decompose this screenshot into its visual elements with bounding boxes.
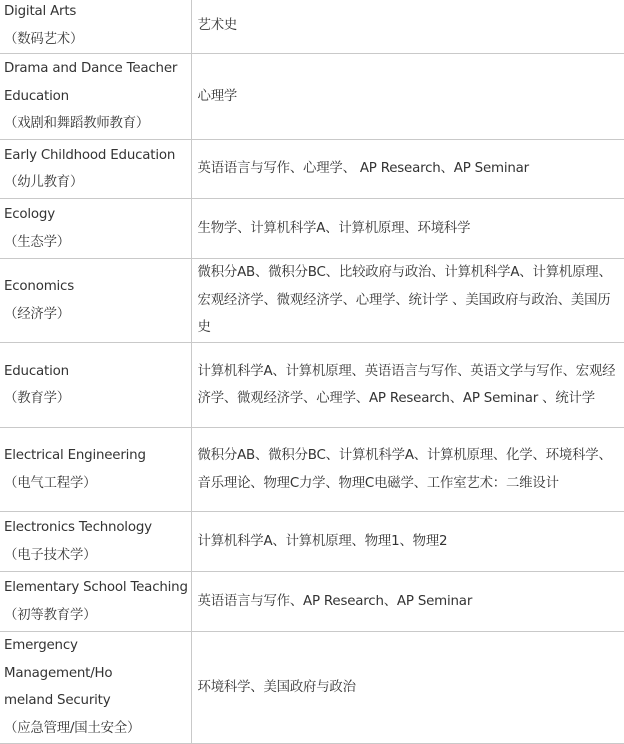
- major-english-name: Digital Arts: [4, 4, 77, 19]
- ap-courses-cell: 微积分AB、微积分BC、计算机科学A、计算机原理、化学、环境科学、音乐理论、物理C力学、物理C电磁学、工作室艺术：二维设计: [191, 428, 624, 512]
- major-cell: [0, 632, 191, 743]
- major-cell: [0, 199, 191, 259]
- ap-courses-cell: 英语语言与写作、心理学、 AP Research、AP Seminar: [191, 140, 624, 199]
- major-chinese-name: （电气工程学）: [4, 475, 97, 491]
- table-row: [0, 343, 624, 428]
- major-cell: [0, 0, 191, 54]
- major-cell: [0, 572, 191, 632]
- major-cell: [0, 343, 191, 428]
- major-chinese-name: （初等教育学）: [4, 607, 97, 623]
- ap-courses-cell: 生物学、计算机科学A、计算机原理、环境科学: [191, 199, 624, 259]
- ap-courses-cell: 计算机科学A、计算机原理、英语语言与写作、英语文学与写作、宏观经济学、微观经济学、心理学、AP Research、AP Seminar 、统计学: [191, 343, 624, 428]
- major-cell: [0, 259, 191, 343]
- table-row: [0, 259, 624, 343]
- major-cell: [0, 512, 191, 572]
- ap-courses-cell: 环境科学、美国政府与政治: [191, 632, 624, 743]
- major-cell: [0, 54, 191, 140]
- major-english-name: meland Security: [4, 693, 111, 709]
- major-english-name: Electrical Engineering: [4, 448, 146, 464]
- major-chinese-name: （幼儿教育）: [4, 175, 84, 191]
- table-row: [0, 512, 624, 572]
- table-row: [0, 572, 624, 632]
- major-chinese-name: （教育学）: [4, 391, 70, 407]
- table-row: [0, 632, 624, 743]
- ap-courses-cell: 英语语言与写作、AP Research、AP Seminar: [191, 572, 624, 632]
- major-chinese-name: （生态学）: [4, 234, 70, 250]
- major-english-name: Drama and Dance Teacher: [4, 61, 178, 77]
- major-english-name: Education: [4, 88, 69, 104]
- major-chinese-name: （数码艺术）: [4, 31, 84, 47]
- major-cell: [0, 428, 191, 512]
- table-row: [0, 54, 624, 140]
- ap-courses-cell: 微积分AB、微积分BC、比较政府与政治、计算机科学A、计算机原理、宏观经济学、微观经济学、心理学、统计学 、美国政府与政治、美国历史: [191, 259, 624, 343]
- major-cell: [0, 140, 191, 199]
- table-row: [0, 199, 624, 259]
- table-row: [0, 0, 624, 54]
- major-english-name: Early Childhood Education: [4, 147, 176, 163]
- major-chinese-name: （应急管理/国土安全）: [4, 720, 141, 736]
- ap-courses-cell: 艺术史: [191, 0, 624, 54]
- major-english-name: Electronics Technology: [4, 520, 152, 536]
- major-english-name: Elementary School Teaching: [4, 580, 188, 596]
- table-row: [0, 428, 624, 512]
- major-chinese-name: （电子技术学）: [4, 547, 97, 563]
- major-english-name: Education: [4, 363, 69, 379]
- major-english-name: Economics: [4, 279, 74, 295]
- table-row: [0, 140, 624, 199]
- major-chinese-name: （经济学）: [4, 306, 70, 322]
- ap-courses-cell: 心理学: [191, 54, 624, 140]
- major-chinese-name: （戏剧和舞蹈教师教育）: [4, 116, 150, 132]
- major-english-name: Emergency Management/Ho: [4, 638, 113, 681]
- ap-courses-cell: 计算机科学A、计算机原理、物理1、物理2: [191, 512, 624, 572]
- major-english-name: Ecology: [4, 207, 55, 223]
